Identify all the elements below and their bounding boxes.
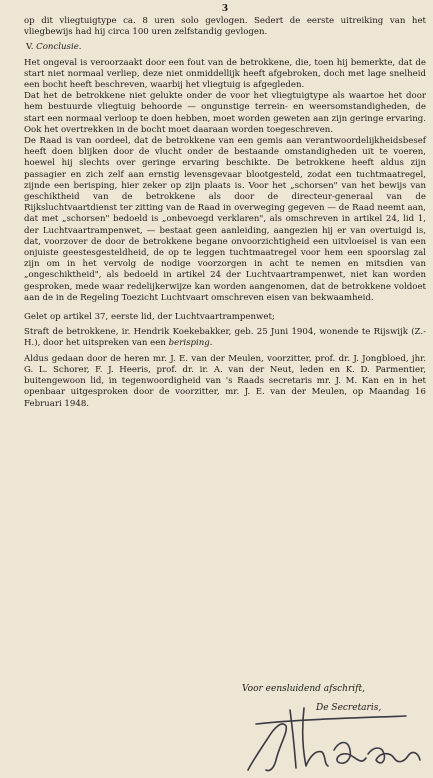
sentence-text: Straft de betrokkene, ir. Hendrik Koekebakker, geb. 25 Juni 1904, wonende te Rijswijk (Z.-H.), door het uitspreken van een xyxy=(24,327,426,349)
sentence-penalty: berisping xyxy=(168,338,210,349)
signatories-paragraph: Aldus gedaan door de heren mr. J. E. van der Meulen, voorzitter, prof. dr. J. Jongbloed, jhr. G. L. Schorer, F. J. Heeris, prof. dr. ir. A. van der Neut, leden en K. D. Parmentier, buitengewoon lid, in tegenwoordigheid van 's Raads secretaris mr. J. M. Kan en in het openbaar uitgesproken door de voorzitter, mr. J. E. van der Meulen, op Maandag 16 Februari 1948. xyxy=(24,353,426,409)
certification-block xyxy=(236,684,426,714)
sentence-end: . xyxy=(209,338,213,349)
section-heading-title: Conclusie. xyxy=(36,42,82,53)
sentence-paragraph xyxy=(24,327,426,349)
section-heading-number: V. xyxy=(26,42,34,53)
certified-copy-line: Voor eensluidend afschrift, xyxy=(242,684,365,694)
conclusion-paragraph-2: Dat het de betrokkene niet gelukte onder de voor het vliegtuigtype als waartoe het door hem bestuurde vliegtuig behoorde — ongunstige terrein- en weersomstandigheden, de start een normaal verloop te doen hebben, moet worden geweten aan zijn geringe ervaring. Ook het overtrekken in de bocht moet daaraan worden toegeschreven. xyxy=(24,91,426,135)
conclusion-paragraph-3: De Raad is van oordeel, dat de betrokkene van een gemis aan verantwoordelijkheidsbesef heeft doen blijken door de vlucht onder de bestaande omstandigheden uit te voeren, hoewel hij slechts over geringe ervaring beschikte. De betrokkene heeft aldus zijn passagier en zich zelf aan ernstig levensgevaar blootgesteld, zodat een tuchtmaatregel, zijnde een berisping, hier zeker op zijn plaats is. Voor het „schorsen" van het bewijs van geschiktheid van de betrokkene als door de directeur-generaal van de Rijksluchtvaartdienst ter zitting van de Raad in overweging gegeven — de Raad neemt aan, dat met „schorsen" bedoeld is „onbevoegd verklaren", als omschreven in artikel 24, lid 1, der Luchtvaartrampenwet, — bestaat geen aanleiding, aangezien hij er van overtuigd is, dat, voorzover de door de betrokkene begane onvoorzichtigheid een uitvloeisel is van een onjuiste geestesgesteldheid, de op te leggen tuchtmaatregel voor hem een spoorslag zal zijn om in het vervolg de nodige voorzorgen in acht te nemen en mitsdien van „ongeschiktheid", als bedoeld in artikel 24 der Luchtvaartrampenwet, niet kan worden gesproken, mede waar redelijkerwijze kan worden aangenomen, dat de betrokkene voldoet aan de in de Regeling Toezicht Luchtvaart omschreven eisen van bekwaamheid. xyxy=(24,136,426,303)
legal-basis-paragraph: Gelet op artikel 37, eerste lid, der Luchtvaartrampenwet; xyxy=(24,312,275,323)
secretary-line: De Secretaris, xyxy=(316,703,382,714)
section-heading xyxy=(24,42,426,53)
intro-paragraph: op dit vliegtuigtype ca. 8 uren solo gevlogen. Sedert de eerste uitreiking van het vliegbewijs had hij circa 100 uren zelfstandig gevlogen. xyxy=(24,16,426,38)
page-number: 3 xyxy=(221,4,229,14)
conclusion-paragraph-1: Het ongeval is veroorzaakt door een fout van de betrokkene, die, toen hij bemerkte, dat de start niet normaal verliep, deze niet onmiddellijk heeft afgebroken, doch met lage snelheid een bocht heeft beschreven, waarbij het vliegtuig is afgegleden. xyxy=(24,57,426,91)
